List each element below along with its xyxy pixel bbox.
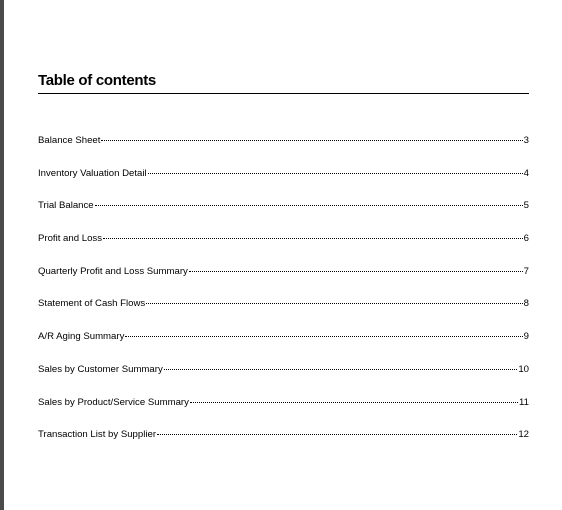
dot-leader [103, 238, 523, 239]
toc-entry-label: Profit and Loss [38, 233, 102, 245]
toc-entry-quarterly-profit-and-loss-summary[interactable] [38, 266, 529, 299]
toc-entry-page-number: 6 [523, 233, 529, 245]
toc-entry-page-number: 10 [518, 363, 529, 375]
toc-entry-sales-by-product-service-summary[interactable] [38, 397, 529, 430]
toc-entry-page-number: 8 [523, 298, 529, 310]
dot-leader [148, 173, 523, 174]
toc-entry-page-number: 5 [523, 200, 529, 212]
title-underline [38, 93, 529, 94]
toc-entry-page-number: 3 [523, 135, 529, 146]
dot-leader [164, 369, 518, 370]
toc-entry-inventory-valuation-detail[interactable] [38, 168, 529, 201]
toc-entry-page-number: 12 [518, 429, 529, 441]
toc-entry-trial-balance[interactable] [38, 200, 529, 233]
dot-leader [146, 303, 522, 304]
toc-entry-page-number: 7 [523, 265, 529, 277]
dot-leader [101, 140, 522, 141]
toc-entry-transaction-list-by-supplier[interactable] [38, 429, 529, 462]
dot-leader [190, 402, 518, 403]
toc-entry-label: Trial Balance [38, 200, 94, 212]
toc-entry-label: Sales by Product/Service Summary [38, 396, 189, 408]
dot-leader [157, 434, 517, 435]
toc-entry-label: Transaction List by Supplier [38, 429, 157, 441]
toc-entry-sales-by-customer-summary[interactable] [38, 364, 529, 397]
toc-title: Table of contents [38, 72, 156, 89]
document-page [4, 0, 562, 510]
toc-entry-label: Inventory Valuation Detail [38, 167, 147, 179]
toc-entry-label: Sales by Customer Summary [38, 363, 163, 375]
dot-leader [125, 336, 522, 337]
toc-entry-profit-and-loss[interactable] [38, 233, 529, 266]
toc-entry-balance-sheet[interactable] [38, 135, 529, 168]
toc-entry-page-number: 11 [519, 396, 529, 408]
toc-entry-label: Balance Sheet [38, 135, 101, 146]
toc-entry-page-number: 9 [523, 331, 529, 343]
toc-entry-label: Statement of Cash Flows [38, 298, 146, 310]
toc-entry-label: Quarterly Profit and Loss Summary [38, 265, 188, 277]
toc-entry-label: A/R Aging Summary [38, 331, 125, 343]
dot-leader [95, 205, 523, 206]
toc-entry-statement-of-cash-flows[interactable] [38, 298, 529, 331]
toc-list [38, 135, 529, 462]
toc-entry-page-number: 4 [523, 167, 529, 179]
toc-entry-ar-aging-summary[interactable] [38, 331, 529, 364]
dot-leader [189, 271, 523, 272]
